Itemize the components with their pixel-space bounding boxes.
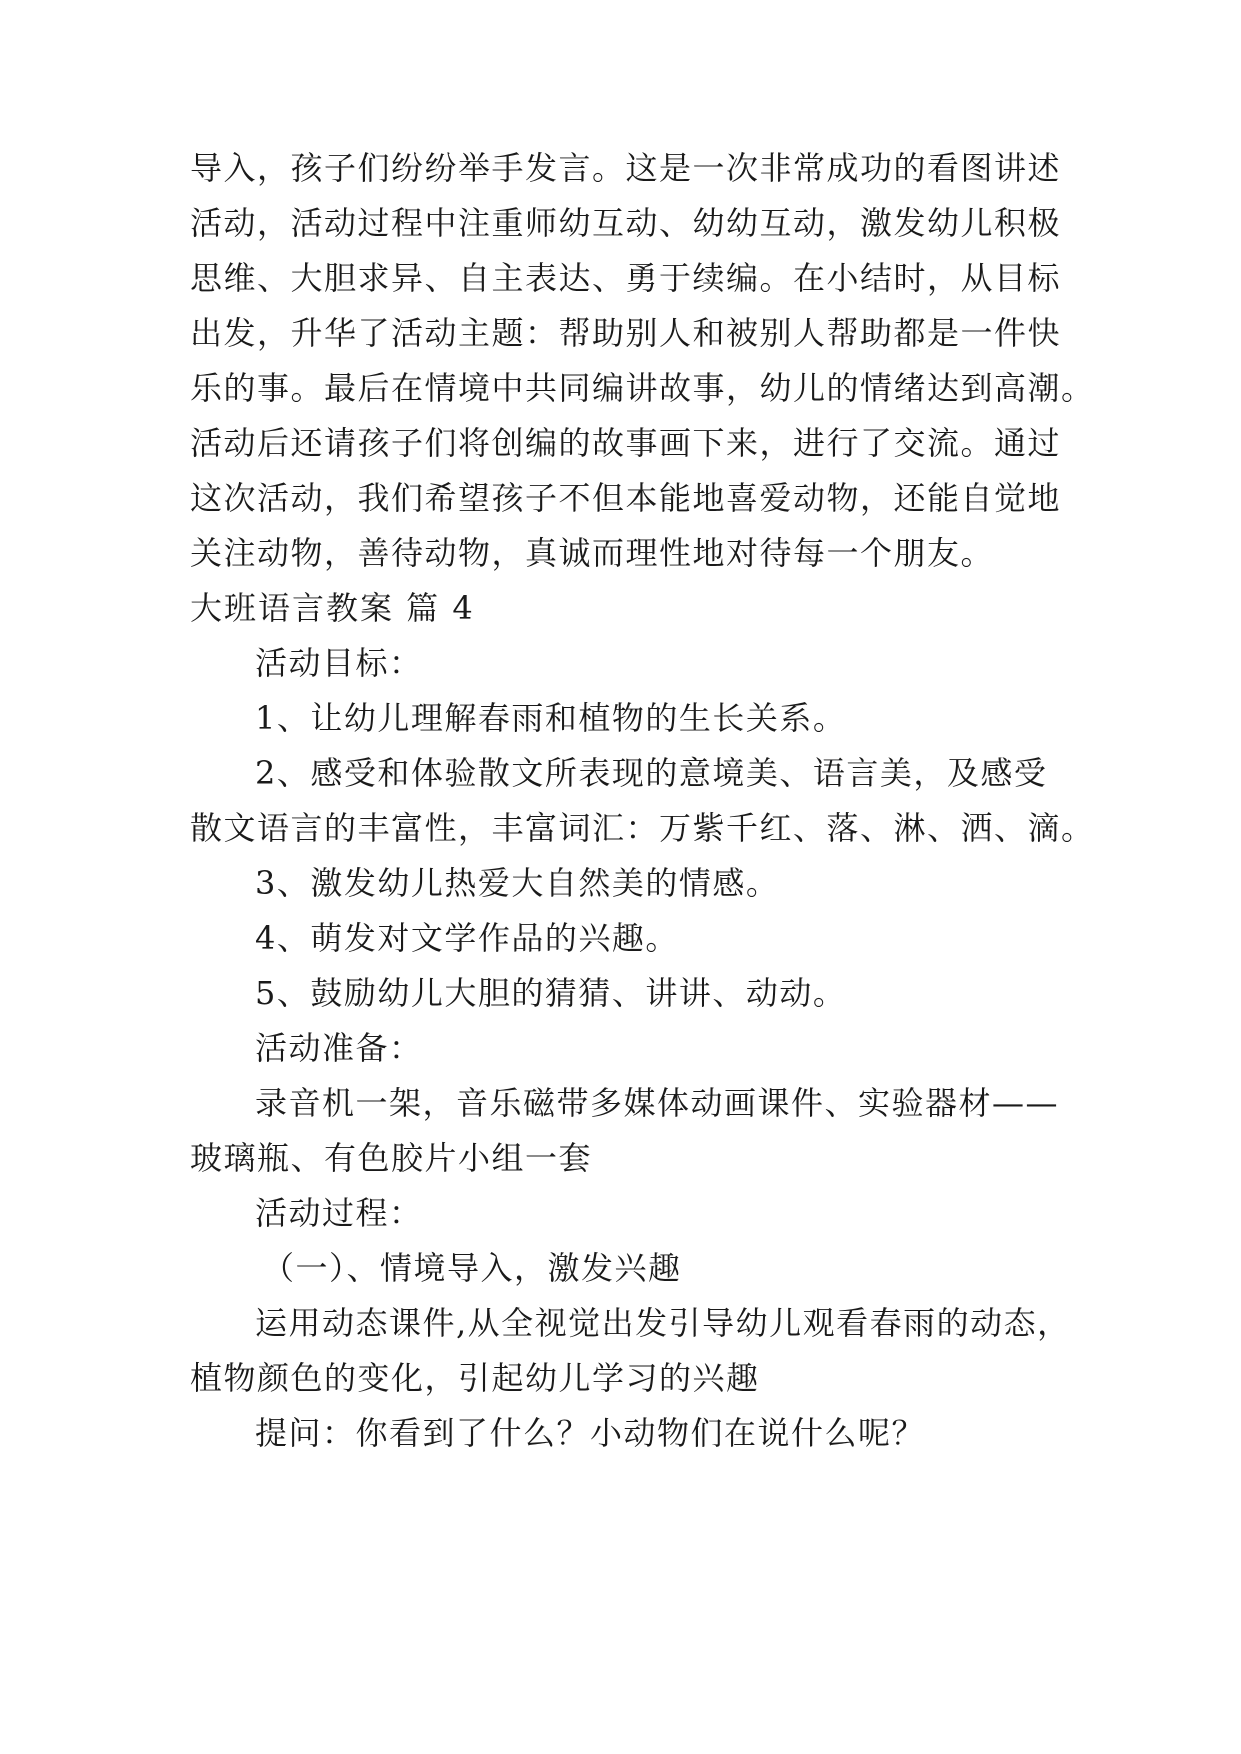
paragraph-line: 乐的事。最后在情境中共同编讲故事，幼儿的情绪达到高潮。 (190, 369, 1095, 407)
step-text: 运用动态课件,从全视觉出发引导幼儿观看春雨的动态， (255, 1304, 1071, 1342)
paragraph-line: 关注动物，善待动物，真诚而理性地对待每一个朋友。 (190, 534, 995, 572)
goal-item: 4、萌发对文学作品的兴趣。 (255, 919, 679, 957)
goal-item: 1、让幼儿理解春雨和植物的生长关系。 (255, 699, 847, 737)
paragraph-line: 这次活动，我们希望孩子不但本能地喜爱动物，还能自觉地 (190, 479, 1062, 517)
goal-item-continuation: 散文语言的丰富性，丰富词汇：万紫千红、落、淋、洒、滴。 (190, 809, 1095, 847)
goal-item: 3、激发幼儿热爱大自然美的情感。 (255, 864, 780, 902)
section-title: 大班语言教案 篇 4 (190, 589, 475, 627)
prep-heading: 活动准备： (255, 1029, 423, 1067)
paragraph-line: 活动，活动过程中注重师幼互动、幼幼互动，激发幼儿积极 (190, 204, 1062, 242)
paragraph-line: 活动后还请孩子们将创编的故事画下来，进行了交流。通过 (190, 424, 1062, 462)
paragraph-line: 出发，升华了活动主题：帮助别人和被别人帮助都是一件快 (190, 314, 1062, 352)
process-heading: 活动过程： (255, 1194, 423, 1232)
goals-heading: 活动目标： (255, 644, 423, 682)
paragraph-line: 导入，孩子们纷纷举手发言。这是一次非常成功的看图讲述 (190, 149, 1062, 187)
prep-text: 录音机一架，音乐磁带多媒体动画课件、实验器材—— (255, 1084, 1060, 1122)
goal-item: 2、感受和体验散文所表现的意境美、语言美，及感受 (255, 754, 1048, 792)
step-title: （一）、情境导入，激发兴趣 (262, 1249, 682, 1287)
goal-item: 5、鼓励幼儿大胆的猜猜、讲讲、动动。 (255, 974, 847, 1012)
question-text: 提问：你看到了什么？小动物们在说什么呢？ (255, 1414, 926, 1452)
prep-text-continuation: 玻璃瓶、有色胶片小组一套 (190, 1139, 593, 1177)
step-text-continuation: 植物颜色的变化，引起幼儿学习的兴趣 (190, 1359, 760, 1397)
paragraph-line: 思维、大胆求异、自主表达、勇于续编。在小结时，从目标 (190, 259, 1062, 297)
